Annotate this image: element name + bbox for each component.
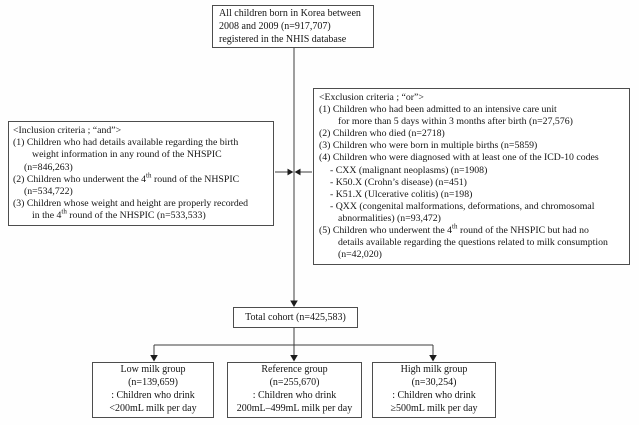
criteria-line: (3) Children whose weight and height are properly recorded [13,198,249,210]
total-cohort-box [233,307,358,328]
inclusion-title: <Inclusion criteria ; “and”> [13,125,122,136]
criteria-line: (n=534,722) [24,186,73,198]
criteria-line: (1) Children who had been admitted to an intensive care unit [319,104,557,116]
group-desc: <200mL milk per day [109,402,197,414]
group-desc: : Children who drink [111,389,195,401]
criteria-line: for more than 5 days within 3 months after birth (n=27,576) [338,116,573,128]
criteria-line: weight information in any round of the NHSPIC [32,149,222,161]
group-desc: : Children who drink [252,389,337,401]
criteria-line: details available regarding the questions related to milk consumption [338,237,608,249]
down-arrow-icon [429,355,437,362]
group-name: Low milk group [120,364,186,375]
group-n: (n=30,254) [411,376,457,388]
group-desc: ≥500mL milk per day [390,402,478,414]
group-desc: 200mL–499mL milk per day [236,402,353,414]
criteria-line: (n=846,263) [24,161,73,173]
criteria-line: (n=42,020) [338,249,382,261]
criteria-line: - QXX (congenital malformations, deformations, and chromosomal [330,200,595,212]
right-arrow-icon [288,169,294,176]
source-population-box [212,5,374,48]
down-arrow-icon [150,355,158,362]
down-arrow-icon [290,355,298,362]
criteria-line: - K51.X (Ulcerative colitis) (n=198) [330,188,473,200]
group-name: High milk group [400,364,468,375]
criteria-line: in the 4th round of the NHSPIC (n=533,533) [32,208,206,222]
criteria-line: (2) Children who died (n=2718) [319,128,445,140]
criteria-line: abnormalities) (n=93,472) [338,212,441,224]
criteria-line: (5) Children who underwent the 4th round of the NHSPIC but had no [319,222,589,237]
criteria-line: (4) Children who were diagnosed with at least one of the ICD-10 codes [319,152,599,164]
group-n: (n=139,659) [128,376,178,388]
exclusion-criteria-box [313,88,630,265]
total-cohort-label: Total cohort (n=425,583) [245,312,346,323]
criteria-line: - K50.X (Crohn’s disease) (n=451) [330,176,467,188]
reference-group-box [227,362,362,418]
left-arrow-icon [295,169,301,176]
inclusion-criteria-box [8,121,274,226]
group-n: (n=255,670) [269,376,320,388]
high-milk-group-box [372,362,496,418]
source-line: 2008 and 2009 (n=917,707) [219,20,331,32]
low-milk-group-box [92,362,214,418]
source-line: All children born in Korea between [219,8,361,19]
exclusion-title: <Exclusion criteria ; “or”> [319,92,424,103]
group-desc: : Children who drink [392,389,476,401]
criteria-line: (3) Children who were born in multiple births (n=5859) [319,140,538,152]
criteria-line: (2) Children who underwent the 4th round of the NHSPIC [13,171,240,185]
source-line: registered in the NHIS database [219,33,347,45]
criteria-line: - CXX (malignant neoplasms) (n=1908) [330,164,488,176]
group-name: Reference group [261,364,328,375]
criteria-line: (1) Children who had details available regarding the birth [13,137,239,149]
